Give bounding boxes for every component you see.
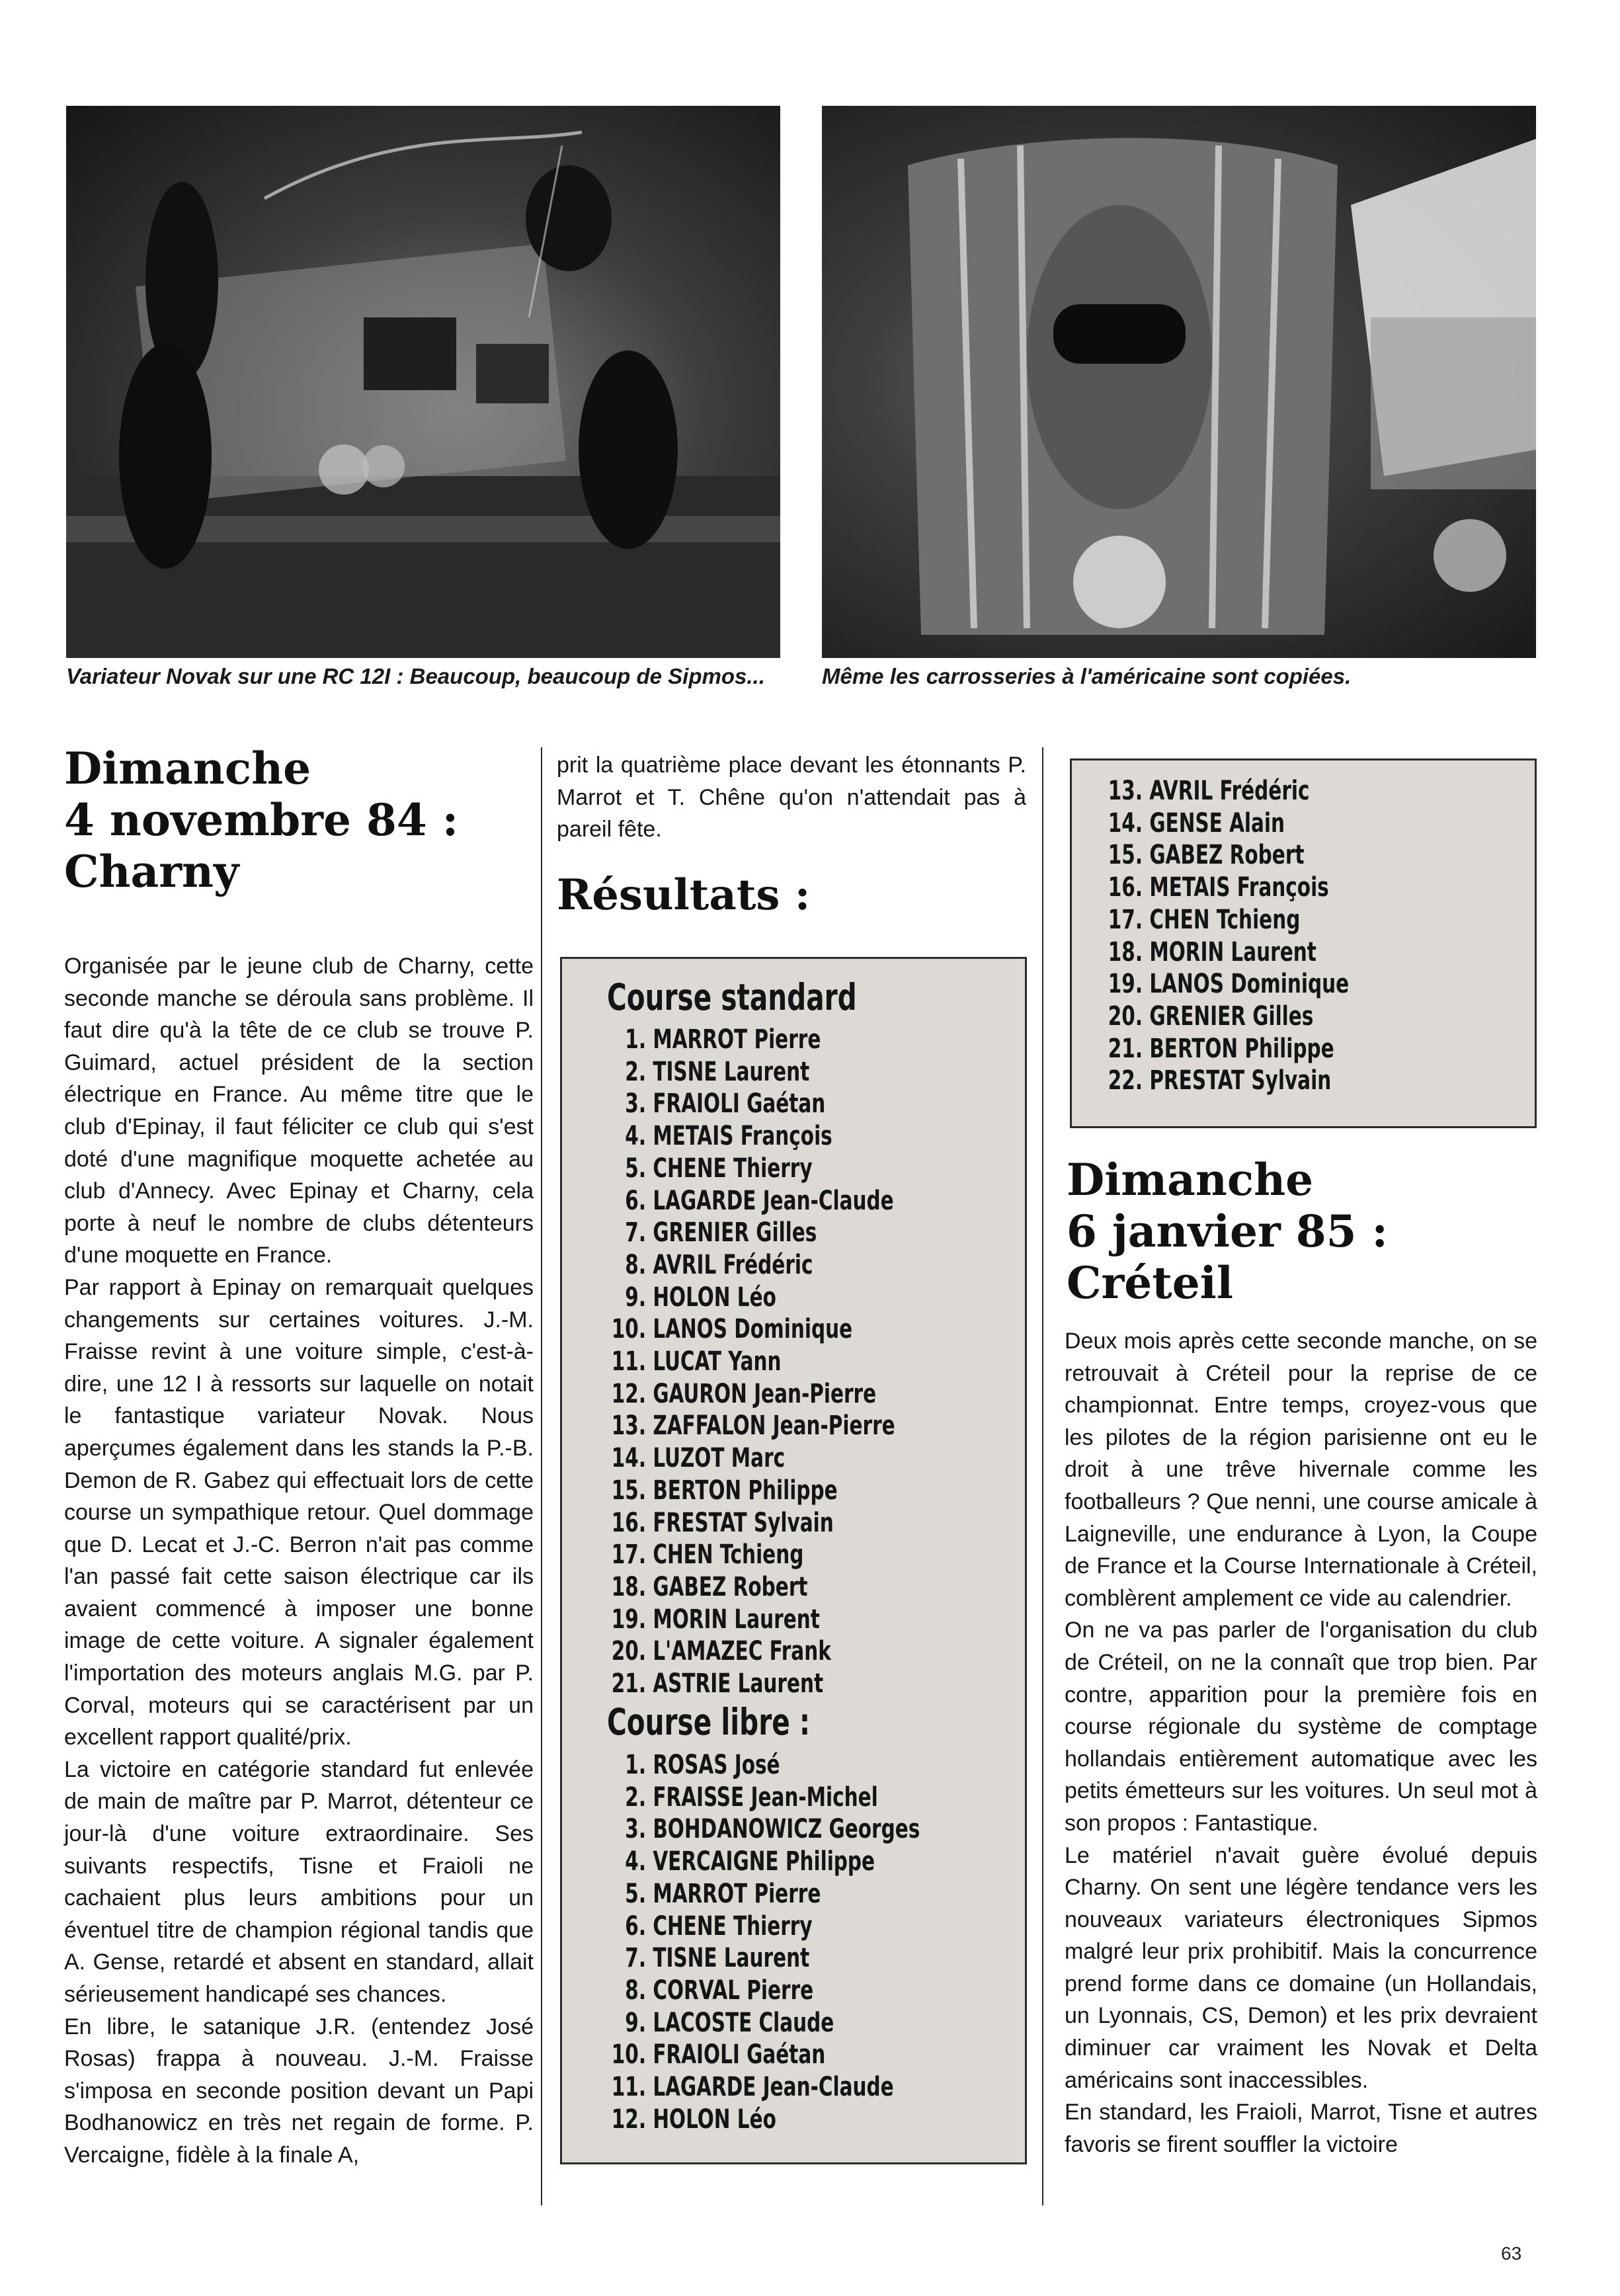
result-position: 1.: [625, 1024, 647, 1055]
paragraph: Par rapport à Epinay on remarquait quelques changements sur certaines voitures. J.-M. Fraisse revint à une voiture simple, c'est-à-dire, une 12 I à ressorts sur laquelle on notait le fantastique variateur Novak. Nous aperçumes également dans les stands la P.-B. Demon de R. Gabez qui effectuait lors de cette course un sympathique retour. Quel dommage que D. Lecat et J.-C. Berron n'ait pas comme l'an passé fait cette saison électrique car ils avaient commencé à imposer une bonne image de cette voiture. A signaler également l'importation des moteurs anglais M.G. par P. Corval, moteurs qui se caractérisent par un excellent rapport qualité/prix.: [64, 1274, 534, 1750]
results-box: [560, 957, 1027, 2164]
result-name: MARROT Pierre: [653, 1024, 821, 1055]
photo-car-body: [822, 106, 1536, 658]
result-row: [607, 1313, 895, 1346]
result-row: [1104, 904, 1349, 936]
result-name: MORIN Laurent: [653, 1604, 820, 1635]
result-row: [607, 1346, 895, 1378]
paragraph: prit la quatrième place devant les étonnants P. Marrot et T. Chêne qu'on n'attendait pas à pareil fête.: [557, 753, 1026, 842]
result-name: CHENE Thierry: [653, 1153, 813, 1184]
course-libre-heading: Course libre :: [607, 1701, 811, 1743]
result-position: 7.: [625, 1217, 647, 1249]
result-row: [607, 1153, 895, 1185]
result-row: [607, 1056, 895, 1088]
result-row: [607, 1942, 920, 1975]
result-position: 15.: [1108, 840, 1143, 871]
column-divider: [1042, 747, 1043, 2205]
libre-results-list: [607, 1749, 989, 2135]
result-name: LAGARDE Jean-Claude: [653, 1185, 894, 1216]
result-position: 9.: [625, 1282, 647, 1313]
result-row: [607, 1217, 895, 1249]
result-name: MARROT Pierre: [653, 1878, 821, 1909]
result-position: 8.: [625, 1975, 647, 2006]
result-name: GAURON Jean-Pierre: [653, 1378, 877, 1409]
result-row: [607, 1846, 920, 1878]
article-charny-body: [64, 950, 534, 2172]
result-row: [607, 1442, 895, 1475]
result-name: LUZOT Marc: [653, 1443, 786, 1474]
result-position: 14.: [1108, 807, 1143, 839]
result-name: FRAIOLI Gaétan: [653, 2039, 826, 2070]
result-name: LANOS Dominique: [1149, 969, 1350, 1000]
paragraph: Organisée par le jeune club de Charny, cette seconde manche se déroula sans problème. Il faut dire qu'à la tête de ce club se trouve P. Guimard, actuel président de la section électrique en France. Au même titre que le club d'Epinay, il faut féliciter ce club qui s'est doté d'une magnifique moquette achetée au club d'Annecy. Avec Epinay et Charny, cela porte à neuf le nombre de clubs détenteurs d'une moquette en France.: [64, 954, 534, 1268]
standard-results-list: [607, 1024, 958, 1700]
photo-caption-right: Même les carrosseries à l'américaine sont copiées.: [822, 664, 1352, 688]
heading-line: Charny: [64, 846, 239, 897]
result-position: 1.: [625, 1750, 647, 1780]
result-row: [607, 1088, 895, 1120]
result-position: 20.: [611, 1636, 647, 1667]
result-position: 2.: [625, 1782, 647, 1813]
result-position: 5.: [625, 1153, 647, 1184]
result-name: ROSAS José: [653, 1750, 780, 1780]
result-position: 21.: [611, 1668, 647, 1700]
result-name: ZAFFALON Jean-Pierre: [653, 1411, 895, 1442]
result-name: ASTRIE Laurent: [653, 1668, 824, 1700]
result-position: 13.: [1108, 776, 1143, 806]
heading-line: Dimanche: [64, 743, 311, 794]
result-row: [1104, 872, 1349, 904]
result-position: 12.: [611, 1378, 647, 1409]
result-position: 6.: [625, 1910, 647, 1942]
result-position: 11.: [611, 1346, 647, 1377]
results-box-continued: [1070, 758, 1537, 1128]
result-position: 5.: [625, 1878, 647, 1909]
result-name: GABEZ Robert: [653, 1571, 808, 1602]
result-row: [1104, 936, 1349, 969]
result-row: [1104, 775, 1349, 807]
result-row: [1104, 1001, 1349, 1033]
result-position: 16.: [1108, 872, 1143, 903]
result-name: PRESTAT Sylvain: [1149, 1065, 1332, 1096]
result-row: [607, 1571, 895, 1604]
result-row: [1104, 968, 1349, 1001]
paragraph: En standard, les Fraioli, Marrot, Tisne et autres favoris se firent souffler la victoire: [1065, 2100, 1537, 2157]
page-number: 63: [1501, 2243, 1522, 2264]
result-row: [1104, 839, 1349, 872]
result-name: MORIN Laurent: [1149, 936, 1316, 967]
result-position: 6.: [625, 1185, 647, 1216]
result-name: METAIS François: [1149, 872, 1329, 903]
paragraph: Le matériel n'avait guère évolué depuis Charny. On sent une légère tendance vers les nouveaux variateurs électroniques Sipmos malgré leur prix prohibitif. Mais la concurrence prend forme dans ce domaine (un Hollandais, un Lyonnais, CS, Demon) et les prix devraient diminuer car vraiment les Novak et Delta américains sont inaccessibles.: [1065, 1842, 1537, 2093]
paragraph: La victoire en catégorie standard fut enlevée de main de maître par P. Marrot, détenteur ce jour-là d'une voiture extraordinaire. Ses suivants respectifs, Tisne et Fraioli ne cachaient plus leurs ambitions pour un éventuel titre de champion régional tandis que A. Gense, retardé et absent en standard, allait sérieusement handicapé ses chances.: [64, 1756, 534, 2007]
result-name: CHEN Tchieng: [653, 1539, 804, 1571]
result-row: [607, 2007, 920, 2039]
result-row: [1104, 807, 1349, 840]
result-row: [607, 1475, 895, 1507]
result-name: L'AMAZEC Frank: [653, 1636, 831, 1667]
result-name: LUCAT Yann: [653, 1346, 782, 1377]
result-name: BERTON Philippe: [1149, 1033, 1334, 1064]
result-position: 17.: [611, 1539, 647, 1571]
result-name: METAIS François: [653, 1121, 832, 1152]
result-name: AVRIL Frédéric: [1149, 776, 1310, 806]
result-position: 17.: [1108, 904, 1143, 935]
result-row: [1104, 1065, 1349, 1097]
result-row: [607, 1024, 895, 1056]
result-name: LANOS Dominique: [653, 1314, 853, 1345]
result-name: CORVAL Pierre: [653, 1975, 814, 2006]
result-position: 8.: [625, 1249, 647, 1280]
result-position: 14.: [611, 1443, 647, 1474]
result-position: 21.: [1108, 1033, 1143, 1064]
article-charny-continuation: [557, 749, 1026, 846]
result-name: CHENE Thierry: [653, 1910, 813, 1942]
heading-line: 6 janvier 85 :: [1067, 1206, 1388, 1257]
result-row: [607, 1635, 895, 1668]
libre-results-list-continued: [1104, 775, 1403, 1097]
result-row: [607, 1782, 920, 1814]
result-name: HOLON Léo: [653, 1282, 776, 1313]
article-creteil-body: [1065, 1325, 1537, 2160]
heading-line: 4 novembre 84 :: [64, 794, 459, 846]
result-position: 10.: [611, 1314, 647, 1345]
result-row: [1104, 1033, 1349, 1065]
result-name: TISNE Laurent: [653, 1056, 810, 1087]
result-row: [607, 1749, 920, 1782]
result-row: [607, 1120, 895, 1153]
result-position: 10.: [611, 2039, 647, 2070]
result-position: 15.: [611, 1475, 647, 1506]
result-row: [607, 2039, 920, 2071]
result-position: 20.: [1108, 1001, 1143, 1032]
column-divider: [541, 747, 542, 2205]
result-name: TISNE Laurent: [653, 1943, 810, 1974]
result-position: 18.: [1108, 936, 1143, 967]
paragraph: On ne va pas parler de l'organisation du club de Créteil, on ne la connaît que trop bien. Par contre, apparition pour la première fois en course régionale du système de comptage hollandais entièrement automatique avec les petits émetteurs sur les voitures. Un seul mot à son propos : Fantastique.: [1065, 1618, 1537, 1836]
result-row: [607, 1249, 895, 1282]
result-position: 4.: [625, 1121, 647, 1152]
result-row: [607, 1668, 895, 1700]
result-row: [607, 1813, 920, 1846]
result-name: LAGARDE Jean-Claude: [653, 2072, 894, 2103]
result-position: 12.: [611, 2104, 647, 2135]
result-position: 9.: [625, 2007, 647, 2038]
result-name: LACOSTE Claude: [653, 2007, 834, 2038]
result-name: BOHDANOWICZ Georges: [653, 1814, 920, 1845]
result-name: FRAIOLI Gaétan: [653, 1088, 826, 1120]
result-position: 7.: [625, 1943, 647, 1974]
result-position: 22.: [1108, 1065, 1143, 1096]
result-name: GRENIER Gilles: [653, 1217, 817, 1249]
article-heading-charny: [64, 743, 514, 897]
result-position: 4.: [625, 1846, 647, 1877]
heading-line: Créteil: [1067, 1257, 1233, 1309]
result-position: 18.: [611, 1571, 647, 1602]
result-position: 16.: [611, 1507, 647, 1538]
result-position: 11.: [611, 2072, 647, 2103]
result-position: 19.: [1108, 969, 1143, 1000]
result-row: [607, 1410, 895, 1442]
result-row: [607, 1507, 895, 1539]
result-position: 3.: [625, 1814, 647, 1845]
result-name: AVRIL Frédéric: [653, 1249, 813, 1280]
result-name: FRESTAT Sylvain: [653, 1507, 834, 1538]
result-row: [607, 1282, 895, 1314]
result-name: FRAISSE Jean-Michel: [653, 1782, 878, 1813]
result-position: 3.: [625, 1088, 647, 1120]
result-name: GRENIER Gilles: [1149, 1001, 1314, 1032]
result-position: 13.: [611, 1411, 647, 1442]
result-row: [607, 1185, 895, 1217]
photo-caption-left: Variateur Novak sur une RC 12I : Beaucoup, beaucoup de Sipmos...: [66, 664, 765, 688]
result-position: 19.: [611, 1604, 647, 1635]
heading-line: Dimanche: [1067, 1154, 1314, 1206]
photo-rc-chassis: [66, 106, 780, 658]
result-name: HOLON Léo: [653, 2104, 776, 2135]
result-row: [607, 1878, 920, 1910]
result-row: [607, 2071, 920, 2104]
result-row: [607, 1975, 920, 2007]
result-row: [607, 1378, 895, 1411]
result-name: GABEZ Robert: [1149, 840, 1305, 871]
result-name: GENSE Alain: [1149, 807, 1285, 839]
result-name: VERCAIGNE Philippe: [653, 1846, 875, 1877]
result-row: [607, 2104, 920, 2136]
course-standard-heading: Course standard: [607, 976, 857, 1018]
article-heading-creteil: [1067, 1154, 1543, 1309]
result-position: 2.: [625, 1056, 647, 1087]
result-row: [607, 1539, 895, 1571]
paragraph: Deux mois après cette seconde manche, on se retrouvait à Créteil pour la reprise de ce championnat. Entre temps, croyez-vous que les pilotes de la région parisienne ont eu le droit à une trêve hivernale comme les footballeurs ? Que nenni, une course amicale à Laigneville, une endurance à Lyon, la Coupe de France et la Course Internationale à Créteil, comblèrent amplement ce vide au calendrier.: [1065, 1329, 1537, 1611]
result-name: CHEN Tchieng: [1149, 904, 1301, 935]
result-row: [607, 1604, 895, 1636]
paragraph: En libre, le satanique J.R. (entendez José Rosas) frappa à nouveau. J.-M. Fraisse s'imposa en seconde position devant un Papi Bodhanowicz en très net regain de forme. P. Vercaigne, fidèle à la finale A,: [64, 2014, 534, 2168]
result-name: BERTON Philippe: [653, 1475, 838, 1506]
results-heading: Résultats :: [557, 870, 811, 920]
result-row: [607, 1910, 920, 1943]
